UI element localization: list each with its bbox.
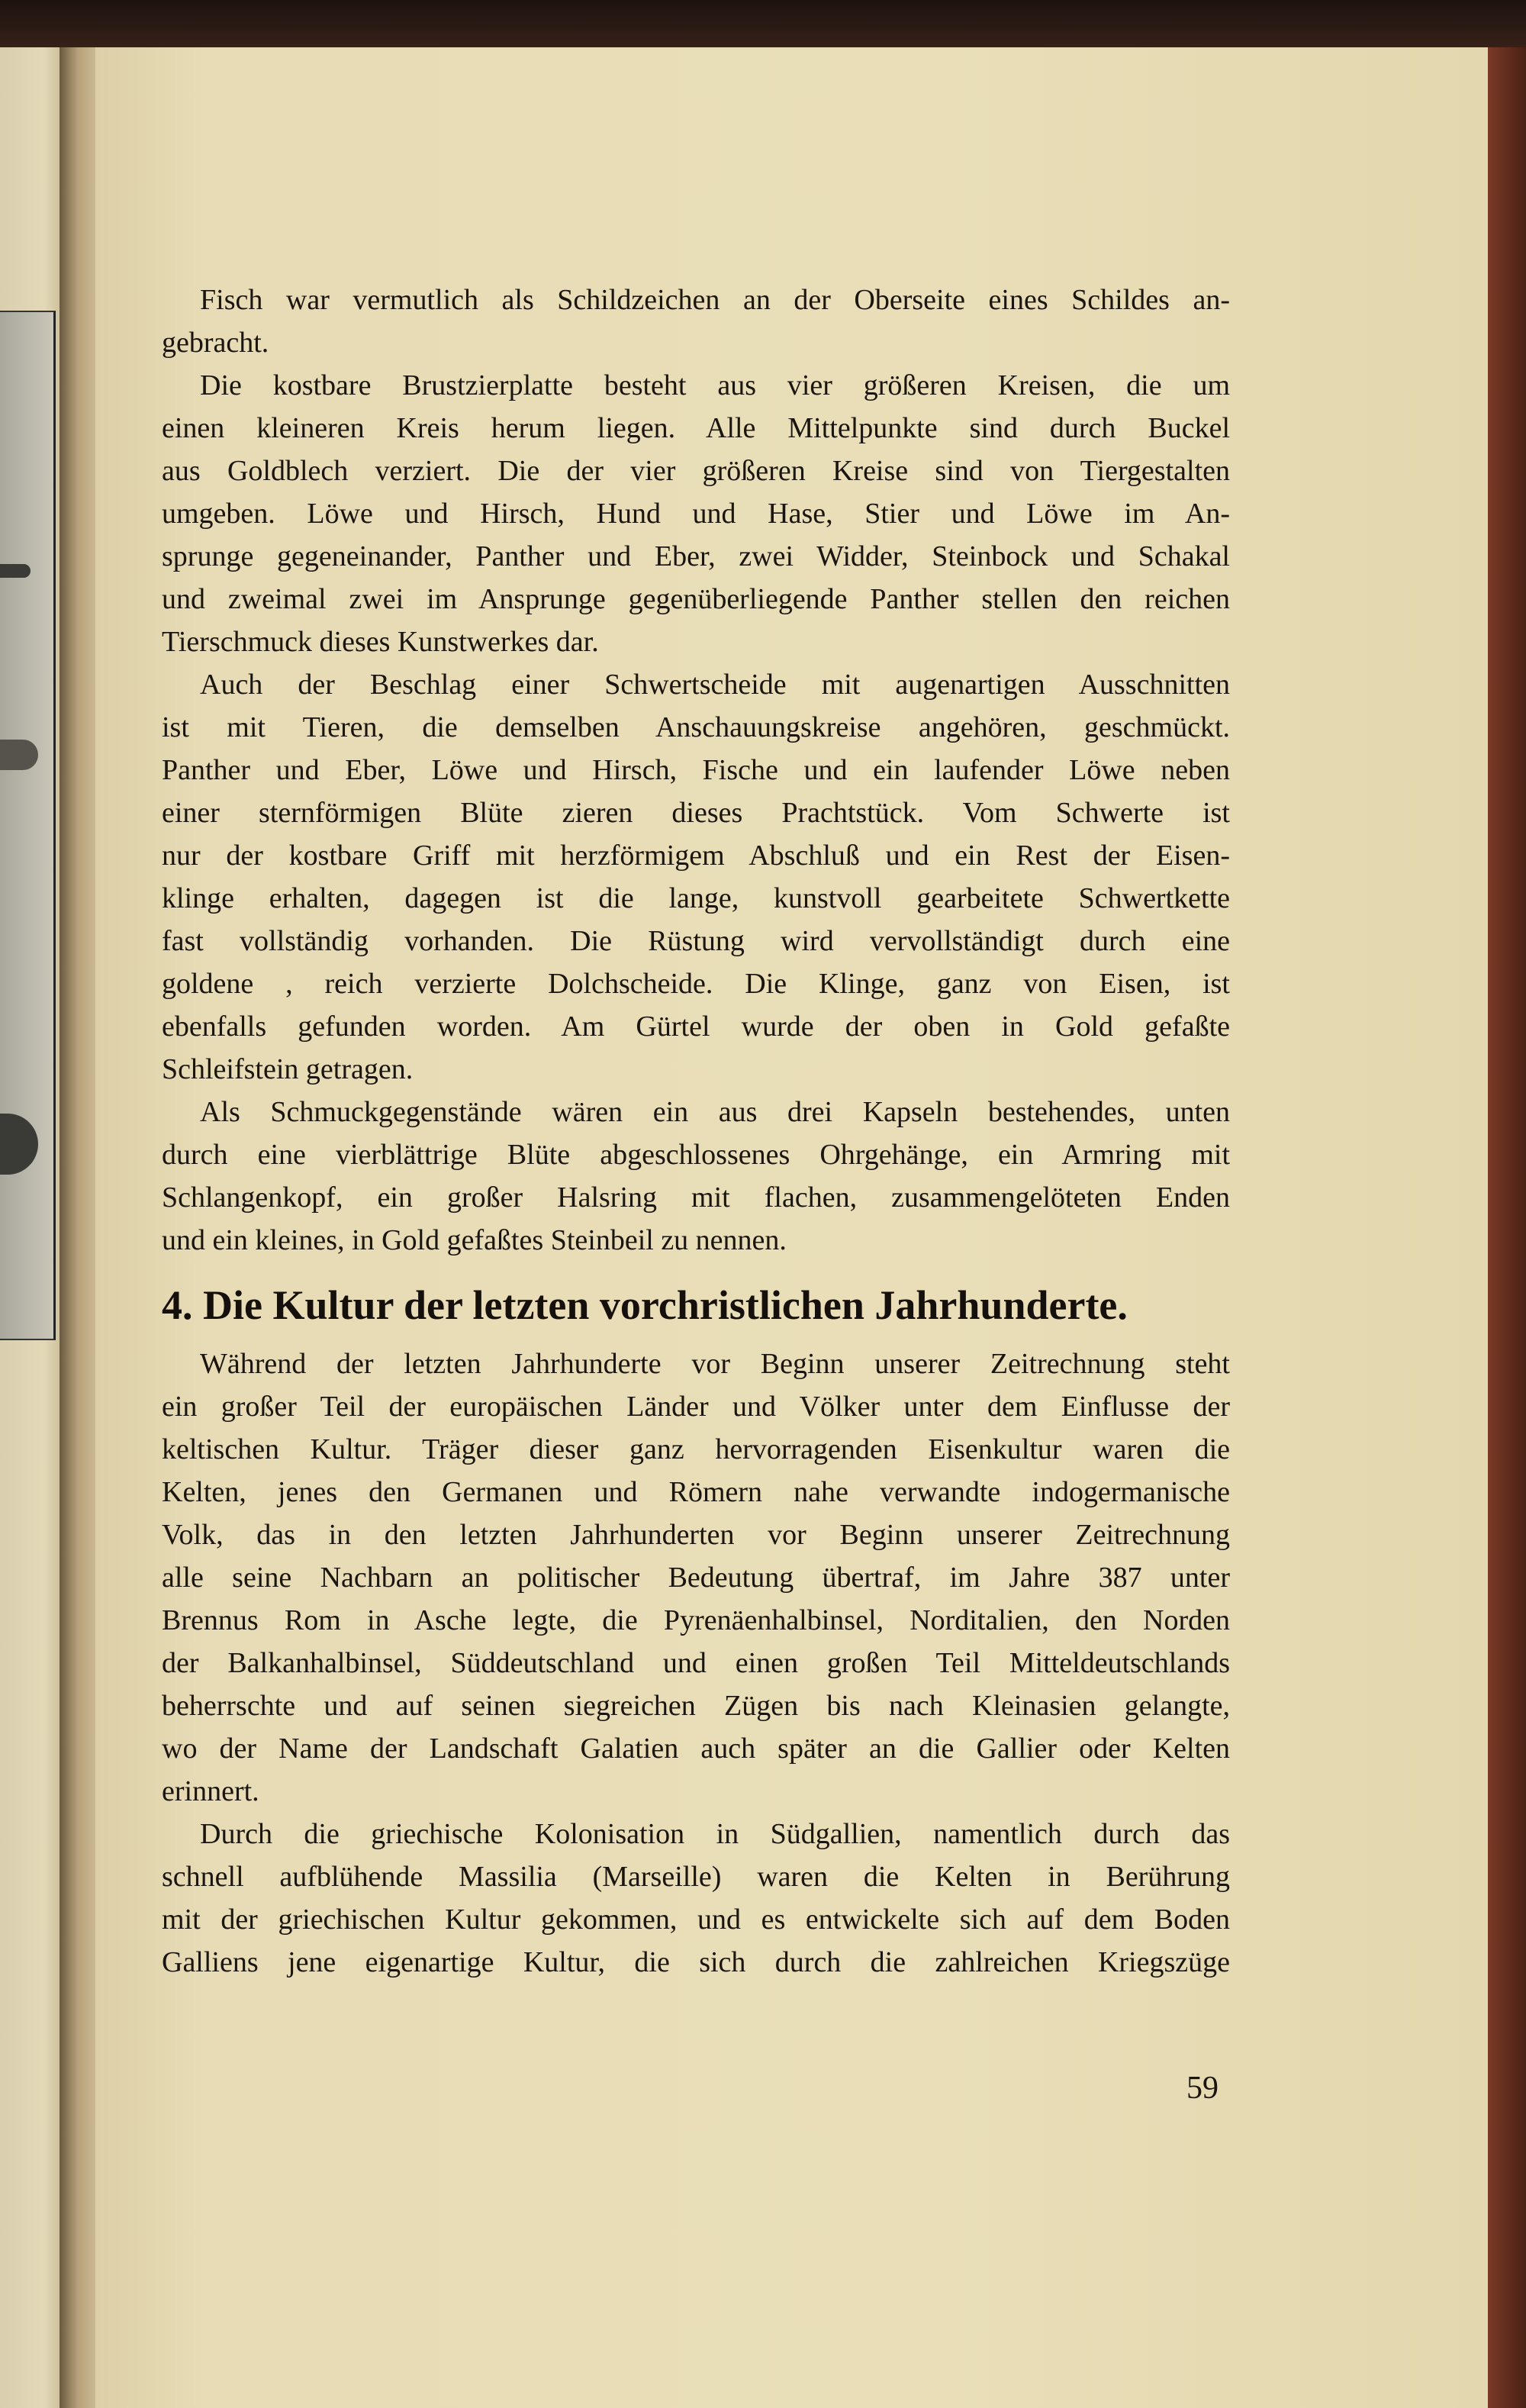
text-line: erinnert. bbox=[162, 1775, 259, 1807]
text-line: Durch die griechische Kolonisation in Südgallien, namentlich durch das bbox=[200, 1818, 1230, 1850]
text-line: und zweimal zwei im Ansprunge gegenüberliegende Panther stellen den reichen bbox=[162, 583, 1230, 615]
text-line: und ein kleines, in Gold gefaßtes Steinbeil zu nennen. bbox=[162, 1224, 787, 1256]
body-text-before-heading bbox=[162, 279, 1230, 1262]
text-line: goldene , reich verzierte Dolchscheide. Die Klinge, ganz von Eisen, ist bbox=[162, 968, 1230, 1000]
text-line: gebracht. bbox=[162, 327, 269, 359]
text-line: Schlangenkopf, ein großer Halsring mit flachen, zusammengelöteten Enden bbox=[162, 1181, 1230, 1214]
text-line: fast vollständig vorhanden. Die Rüstung wird vervollständigt durch eine bbox=[162, 925, 1230, 957]
text-line: Tierschmuck dieses Kunstwerkes dar. bbox=[162, 626, 599, 658]
text-line: Als Schmuckgegenstände wären ein aus drei Kapseln bestehendes, unten bbox=[200, 1096, 1230, 1128]
text-line: einer sternförmigen Blüte zieren dieses Prachtstück. Vom Schwerte ist bbox=[162, 797, 1230, 829]
text-line: Panther und Eber, Löwe und Hirsch, Fische und ein laufender Löwe neben bbox=[162, 754, 1230, 786]
text-line: sprunge gegeneinander, Panther und Eber, zwei Widder, Steinbock und Schakal bbox=[162, 540, 1230, 572]
text-line: durch eine vierblättrige Blüte abgeschlossenes Ohrgehänge, ein Armring mit bbox=[162, 1139, 1230, 1171]
text-line: mit der griechischen Kultur gekommen, und es entwickelte sich auf dem Boden bbox=[162, 1904, 1230, 1936]
text-column bbox=[162, 279, 1230, 1984]
text-line: schnell aufblühende Massilia (Marseille) waren die Kelten in Berührung bbox=[162, 1861, 1230, 1893]
text-line: alle seine Nachbarn an politischer Bedeutung übertraf, im Jahre 387 unter bbox=[162, 1562, 1230, 1594]
book-gutter bbox=[60, 47, 98, 2408]
text-line: aus Goldblech verziert. Die der vier größeren Kreise sind von Tiergestalten bbox=[162, 455, 1230, 487]
body-text-after-heading bbox=[162, 1343, 1230, 1984]
text-line: klinge erhalten, dagegen ist die lange, kunstvoll gearbeitete Schwertkette bbox=[162, 882, 1230, 914]
text-line: Auch der Beschlag einer Schwertscheide mit augenartigen Ausschnitten bbox=[200, 669, 1230, 701]
text-line: Galliens jene eigenartige Kultur, die sich durch die zahlreichen Kriegszüge bbox=[162, 1946, 1230, 1978]
text-line: nur der kostbare Griff mit herzförmigem Abschluß und ein Rest der Eisen- bbox=[162, 840, 1230, 872]
text-line: umgeben. Löwe und Hirsch, Hund und Hase, Stier und Löwe im An- bbox=[162, 498, 1230, 530]
illustration-plate bbox=[0, 311, 56, 1340]
text-line: keltischen Kultur. Träger dieser ganz hervorragenden Eisenkultur waren die bbox=[162, 1433, 1230, 1465]
plate-object bbox=[0, 740, 38, 770]
text-line: ein großer Teil der europäischen Länder und Völker unter dem Einflusse der bbox=[162, 1391, 1230, 1423]
book-top-edge bbox=[0, 0, 1526, 53]
text-line: ebenfalls gefunden worden. Am Gürtel wurde der oben in Gold gefaßte bbox=[162, 1011, 1230, 1043]
text-line: wo der Name der Landschaft Galatien auch später an die Gallier oder Kelten bbox=[162, 1733, 1230, 1765]
text-line: Fisch war vermutlich als Schildzeichen an der Oberseite eines Schildes an- bbox=[200, 284, 1230, 316]
text-line: Kelten, jenes den Germanen und Römern nahe verwandte indogermanische bbox=[162, 1476, 1230, 1508]
text-line: Volk, das in den letzten Jahrhunderten vor Beginn unserer Zeitrechnung bbox=[162, 1519, 1230, 1551]
text-line: einen kleineren Kreis herum liegen. Alle Mittelpunkte sind durch Buckel bbox=[162, 412, 1230, 444]
page-number: 59 bbox=[1186, 2071, 1219, 2106]
text-line: beherrschte und auf seinen siegreichen Zügen bis nach Kleinasien gelangte, bbox=[162, 1690, 1230, 1722]
text-line: der Balkanhalbinsel, Süddeutschland und einen großen Teil Mitteldeutschlands bbox=[162, 1647, 1230, 1679]
plate-object bbox=[0, 564, 31, 578]
plate-object bbox=[0, 1114, 38, 1175]
facing-page bbox=[0, 47, 63, 2408]
section-heading: 4. Die Kultur der letzten vorchristlichen Jahrhunderte. bbox=[162, 1282, 1128, 1328]
text-line: Während der letzten Jahrhunderte vor Beginn unserer Zeitrechnung steht bbox=[200, 1348, 1230, 1380]
book-cover-edge bbox=[1488, 47, 1526, 2408]
text-line: Schleifstein getragen. bbox=[162, 1053, 414, 1085]
text-line: Die kostbare Brustzierplatte besteht aus vier größeren Kreisen, die um bbox=[200, 369, 1230, 401]
text-line: Brennus Rom in Asche legte, die Pyrenäenhalbinsel, Norditalien, den Norden bbox=[162, 1604, 1230, 1636]
text-line: ist mit Tieren, die demselben Anschauungskreise angehören, geschmückt. bbox=[162, 711, 1230, 743]
